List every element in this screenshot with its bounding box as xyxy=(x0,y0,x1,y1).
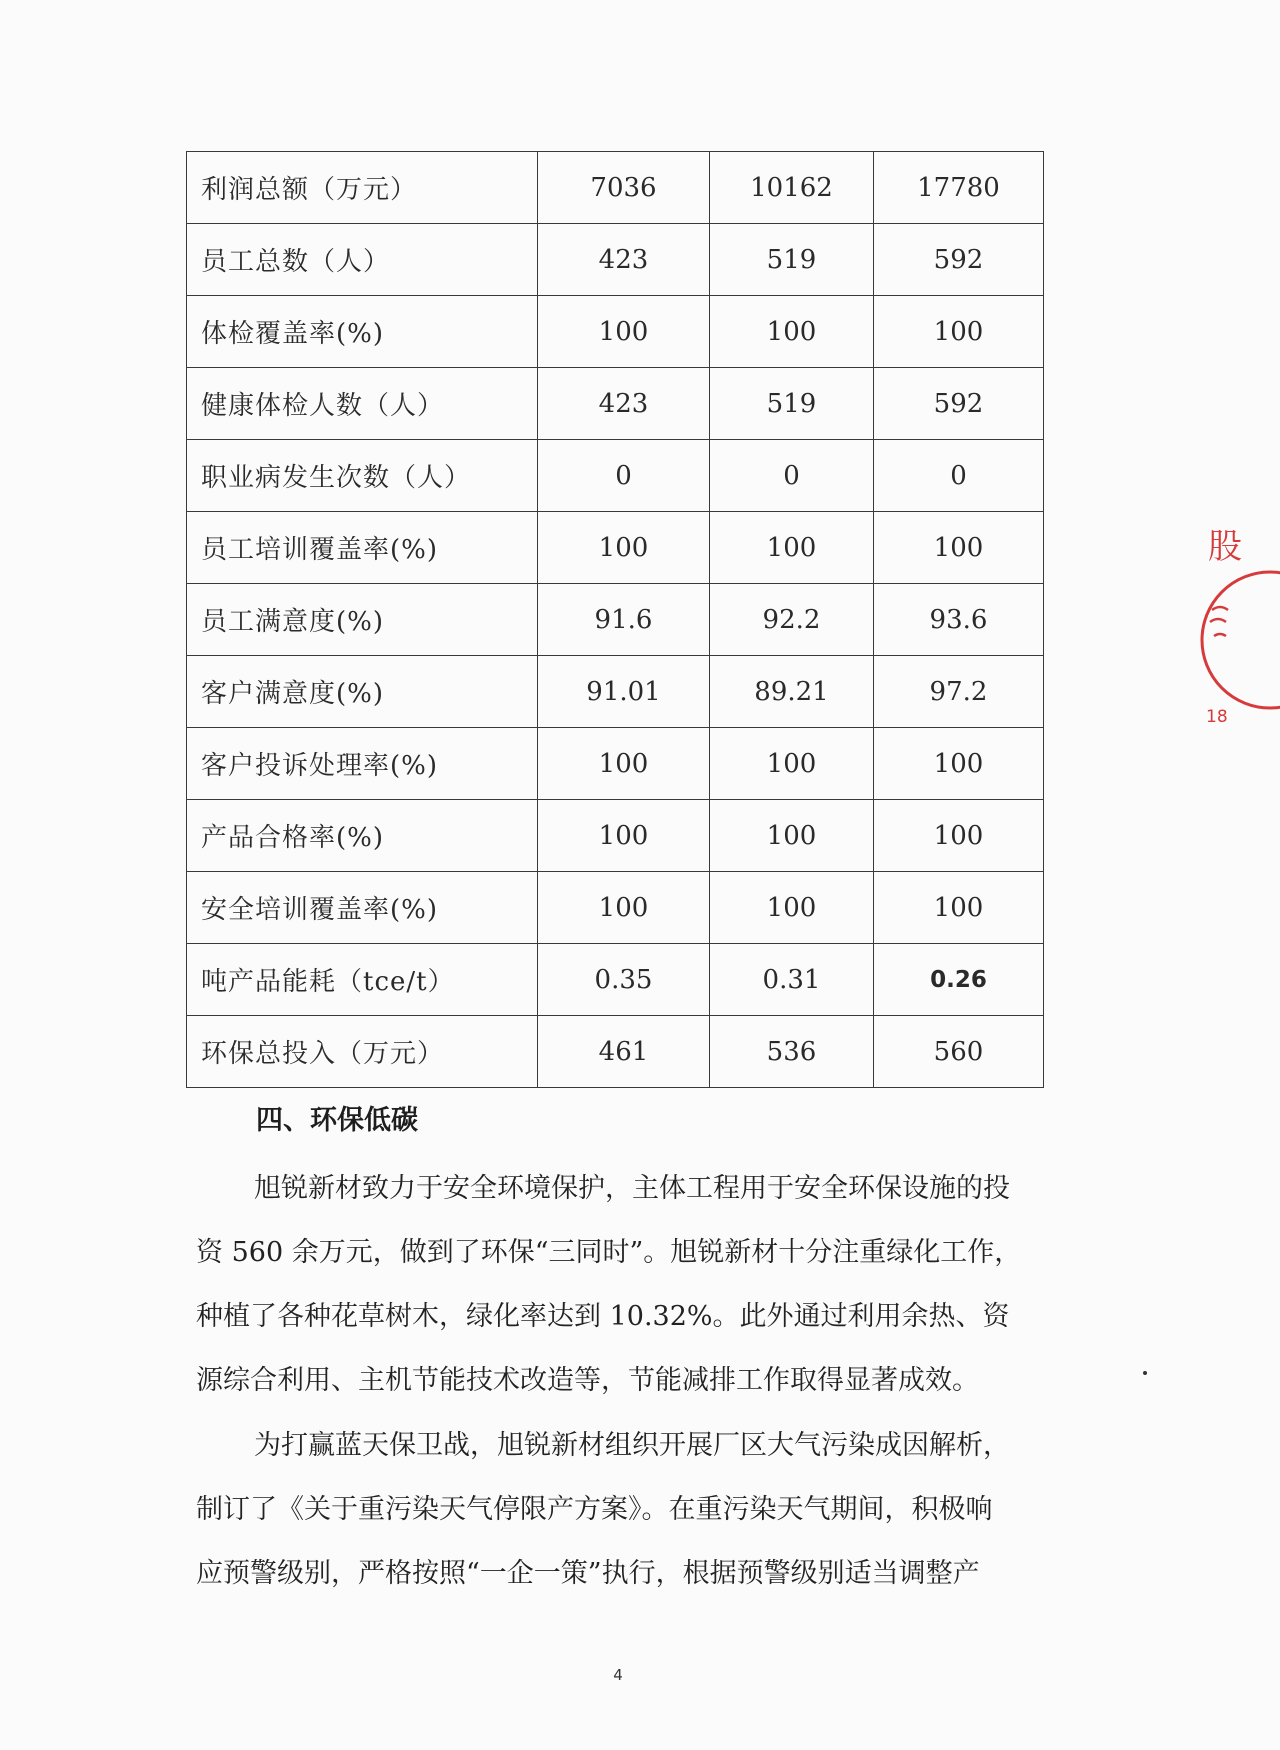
row-label: 环保总投入（万元） xyxy=(187,1016,538,1088)
row-label: 体检覆盖率(%) xyxy=(187,296,538,368)
row-label: 利润总额（万元） xyxy=(187,152,538,224)
row-label: 吨产品能耗（tce/t） xyxy=(187,944,538,1016)
value-cell: 423 xyxy=(538,224,710,296)
value-cell: 7036 xyxy=(538,152,710,224)
value-cell: 100 xyxy=(874,872,1044,944)
value-cell: 100 xyxy=(874,296,1044,368)
value-cell: 461 xyxy=(538,1016,710,1088)
page-number: 4 xyxy=(613,1666,623,1684)
table-row xyxy=(187,512,1044,584)
value-cell: 519 xyxy=(710,368,874,440)
value-cell: 592 xyxy=(874,224,1044,296)
value-cell: 91.6 xyxy=(538,584,710,656)
value-cell: 560 xyxy=(874,1016,1044,1088)
value-cell: 100 xyxy=(538,728,710,800)
value-cell: 592 xyxy=(874,368,1044,440)
table-row xyxy=(187,224,1044,296)
stamp-emblem xyxy=(1210,607,1228,636)
paragraph-line: 制订了《关于重污染天气停限产方案》。在重污染天气期间，积极响 xyxy=(196,1494,993,1525)
stamp-ring xyxy=(1202,572,1280,708)
value-cell: 92.2 xyxy=(710,584,874,656)
table-row xyxy=(187,656,1044,728)
red-seal-stamp xyxy=(1200,490,1242,770)
value-cell: 100 xyxy=(710,728,874,800)
section-heading: 四、环保低碳 xyxy=(256,1105,418,1136)
scan-speck xyxy=(1143,1371,1147,1375)
paragraph-2 xyxy=(196,1414,1056,1606)
stamp-digits: 18 xyxy=(1206,707,1228,727)
value-cell: 100 xyxy=(710,296,874,368)
value-cell: 17780 xyxy=(874,152,1044,224)
value-cell: 93.6 xyxy=(874,584,1044,656)
table-row xyxy=(187,872,1044,944)
stamp-text: 股 xyxy=(1208,527,1242,567)
value-cell: 100 xyxy=(710,800,874,872)
row-label: 客户满意度(%) xyxy=(187,656,538,728)
paragraph-line: 应预警级别，严格按照“一企一策”执行，根据预警级别适当调整产 xyxy=(196,1558,980,1589)
value-cell: 0.31 xyxy=(710,944,874,1016)
value-cell: 519 xyxy=(710,224,874,296)
value-cell: 97.2 xyxy=(874,656,1044,728)
value-cell: 100 xyxy=(710,512,874,584)
paragraph-line: 旭锐新材致力于安全环境保护，主体工程用于安全环保设施的投 xyxy=(254,1173,1010,1204)
value-cell: 100 xyxy=(538,800,710,872)
table-row xyxy=(187,800,1044,872)
paragraph-line: 资 560 余万元，做到了环保“三同时”。旭锐新材十分注重绿化工作， xyxy=(196,1237,1022,1268)
table-row xyxy=(187,584,1044,656)
value-cell: 423 xyxy=(538,368,710,440)
value-cell: 0 xyxy=(710,440,874,512)
table-row xyxy=(187,368,1044,440)
table-row xyxy=(187,296,1044,368)
row-label: 产品合格率(%) xyxy=(187,800,538,872)
value-cell: 536 xyxy=(710,1016,874,1088)
table-row xyxy=(187,728,1044,800)
data-table-wrapper xyxy=(186,151,1044,1088)
table-row xyxy=(187,440,1044,512)
row-label: 安全培训覆盖率(%) xyxy=(187,872,538,944)
value-cell: 100 xyxy=(538,872,710,944)
value-cell: 100 xyxy=(874,512,1044,584)
table-row xyxy=(187,152,1044,224)
paragraph-line: 种植了各种花草树木，绿化率达到 10.32%。此外通过利用余热、资 xyxy=(196,1301,1010,1332)
value-cell: 0.26 xyxy=(874,944,1044,1016)
value-cell: 0.35 xyxy=(538,944,710,1016)
table-row xyxy=(187,1016,1044,1088)
value-cell: 100 xyxy=(874,800,1044,872)
value-cell: 89.21 xyxy=(710,656,874,728)
value-cell: 0 xyxy=(874,440,1044,512)
data-table xyxy=(186,151,1044,1088)
value-cell: 100 xyxy=(538,296,710,368)
paragraph-line: 为打赢蓝天保卫战，旭锐新材组织开展厂区大气污染成因解析， xyxy=(254,1430,1010,1461)
value-cell: 100 xyxy=(538,512,710,584)
stamp-graphic xyxy=(1200,490,1280,770)
value-cell: 100 xyxy=(710,872,874,944)
paragraph-line: 源综合利用、主机节能技术改造等，节能减排工作取得显著成效。 xyxy=(196,1365,979,1396)
value-cell: 91.01 xyxy=(538,656,710,728)
table-row xyxy=(187,944,1044,1016)
value-cell: 100 xyxy=(874,728,1044,800)
row-label: 员工总数（人） xyxy=(187,224,538,296)
paragraph-1 xyxy=(196,1157,1056,1413)
row-label: 员工满意度(%) xyxy=(187,584,538,656)
row-label: 客户投诉处理率(%) xyxy=(187,728,538,800)
row-label: 职业病发生次数（人） xyxy=(187,440,538,512)
value-cell: 10162 xyxy=(710,152,874,224)
value-cell: 0 xyxy=(538,440,710,512)
row-label: 员工培训覆盖率(%) xyxy=(187,512,538,584)
row-label: 健康体检人数（人） xyxy=(187,368,538,440)
